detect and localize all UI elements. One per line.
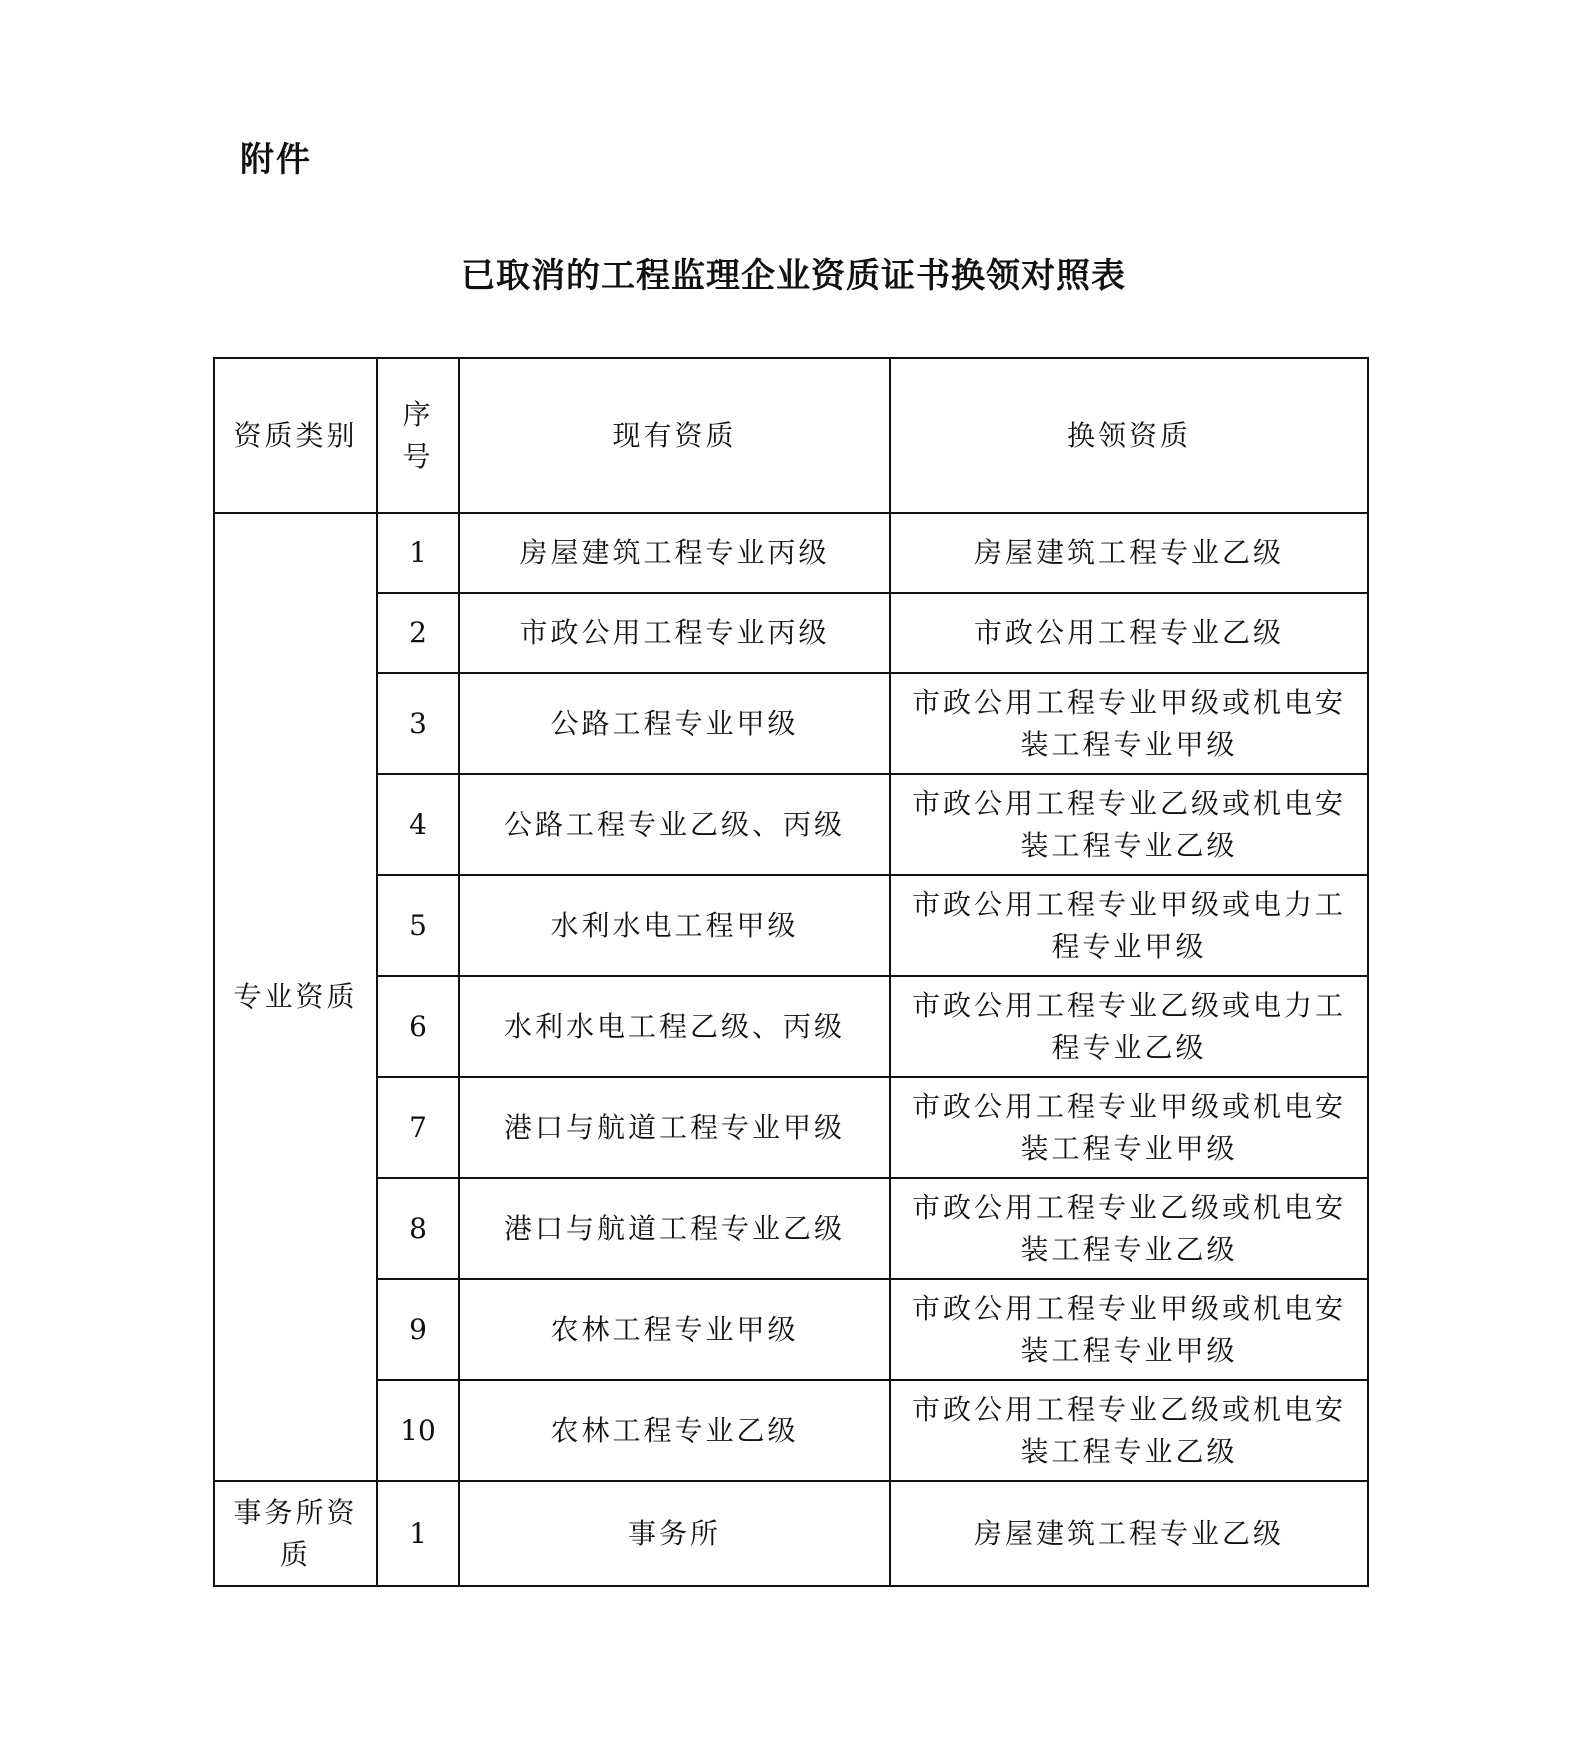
replacement-cell: 市政公用工程专业甲级或机电安装工程专业甲级	[890, 1077, 1368, 1178]
table-header-row	[214, 358, 1368, 513]
header-current: 现有资质	[459, 358, 890, 513]
replacement-cell: 市政公用工程专业乙级	[890, 593, 1368, 673]
table-row	[214, 774, 1368, 875]
seq-cell: 5	[377, 875, 459, 976]
current-cell: 港口与航道工程专业甲级	[459, 1077, 890, 1178]
category-cell: 专业资质	[214, 513, 377, 1481]
current-cell: 港口与航道工程专业乙级	[459, 1178, 890, 1279]
replacement-cell: 房屋建筑工程专业乙级	[890, 1481, 1368, 1586]
qualification-table	[213, 357, 1369, 1587]
header-seq: 序号	[377, 358, 459, 513]
replacement-cell: 市政公用工程专业乙级或机电安装工程专业乙级	[890, 1178, 1368, 1279]
category-cell: 事务所资质	[214, 1481, 377, 1586]
seq-cell: 1	[377, 513, 459, 593]
current-cell: 农林工程专业甲级	[459, 1279, 890, 1380]
replacement-cell: 市政公用工程专业乙级或机电安装工程专业乙级	[890, 774, 1368, 875]
table-row	[214, 875, 1368, 976]
seq-cell: 9	[377, 1279, 459, 1380]
current-cell: 水利水电工程甲级	[459, 875, 890, 976]
current-cell: 公路工程专业甲级	[459, 673, 890, 774]
table-row	[214, 976, 1368, 1077]
replacement-cell: 市政公用工程专业甲级或机电安装工程专业甲级	[890, 1279, 1368, 1380]
page-title: 已取消的工程监理企业资质证书换领对照表	[461, 256, 1126, 296]
seq-cell: 7	[377, 1077, 459, 1178]
attachment-label: 附件	[240, 140, 312, 180]
seq-cell: 2	[377, 593, 459, 673]
seq-cell: 10	[377, 1380, 459, 1481]
replacement-cell: 房屋建筑工程专业乙级	[890, 513, 1368, 593]
table-row	[214, 1481, 1368, 1586]
current-cell: 事务所	[459, 1481, 890, 1586]
table-row	[214, 1380, 1368, 1481]
seq-cell: 8	[377, 1178, 459, 1279]
header-replacement: 换领资质	[890, 358, 1368, 513]
seq-cell: 1	[377, 1481, 459, 1586]
table-row	[214, 1077, 1368, 1178]
current-cell: 房屋建筑工程专业丙级	[459, 513, 890, 593]
current-cell: 公路工程专业乙级、丙级	[459, 774, 890, 875]
seq-cell: 4	[377, 774, 459, 875]
current-cell: 水利水电工程乙级、丙级	[459, 976, 890, 1077]
current-cell: 农林工程专业乙级	[459, 1380, 890, 1481]
table-row	[214, 513, 1368, 593]
replacement-cell: 市政公用工程专业乙级或机电安装工程专业乙级	[890, 1380, 1368, 1481]
current-cell: 市政公用工程专业丙级	[459, 593, 890, 673]
seq-cell: 6	[377, 976, 459, 1077]
replacement-cell: 市政公用工程专业甲级或机电安装工程专业甲级	[890, 673, 1368, 774]
replacement-cell: 市政公用工程专业乙级或电力工程专业乙级	[890, 976, 1368, 1077]
table-row	[214, 593, 1368, 673]
table-row	[214, 673, 1368, 774]
table-row	[214, 1279, 1368, 1380]
table-row	[214, 1178, 1368, 1279]
header-category: 资质类别	[214, 358, 377, 513]
seq-cell: 3	[377, 673, 459, 774]
replacement-cell: 市政公用工程专业甲级或电力工程专业甲级	[890, 875, 1368, 976]
